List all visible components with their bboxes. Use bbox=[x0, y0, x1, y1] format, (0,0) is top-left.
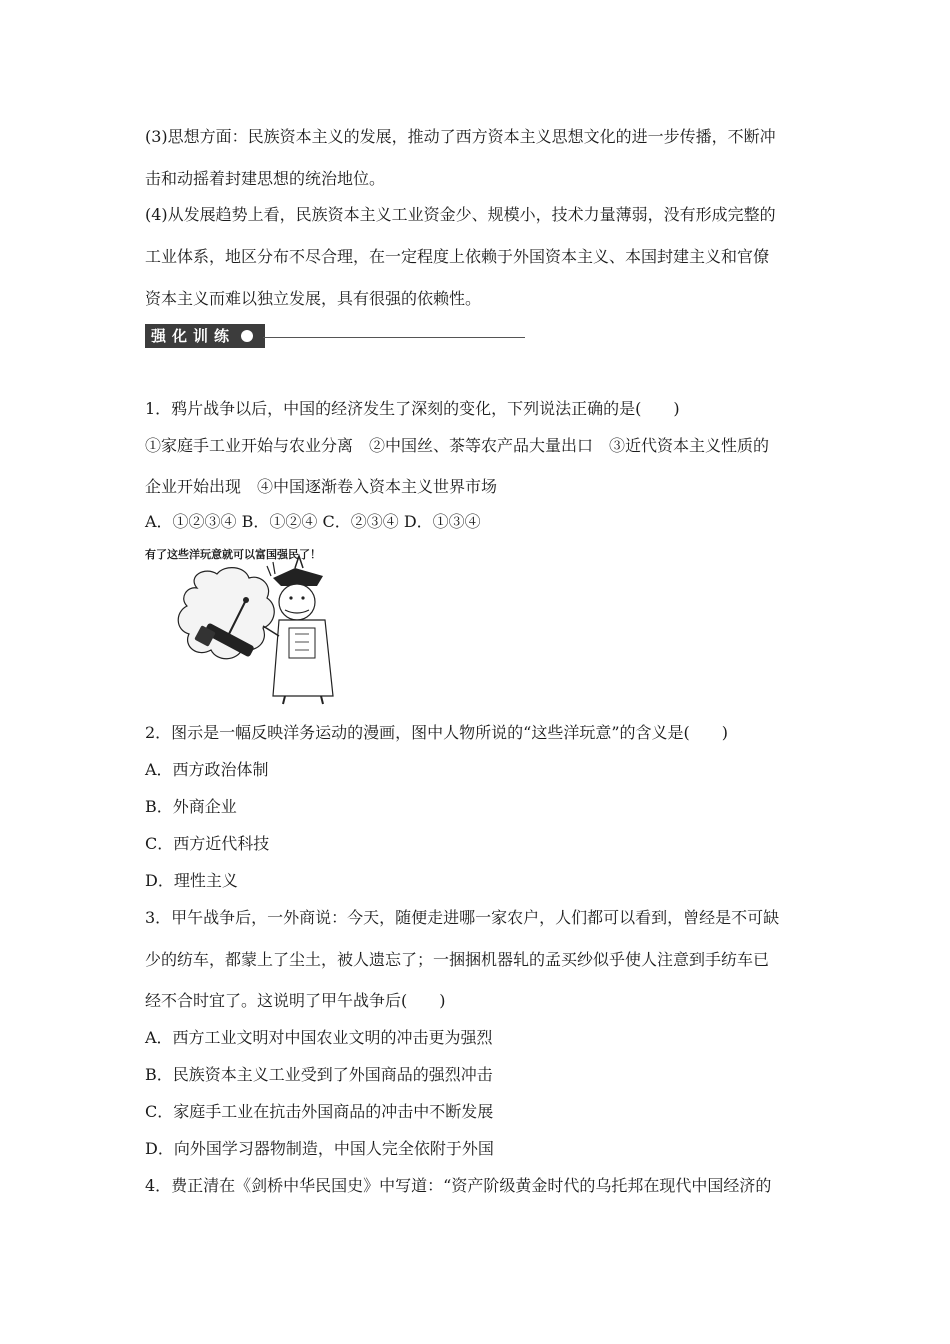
banner-divider bbox=[263, 337, 525, 338]
question-1-statements-line-2: 企业开始出现 ④中国逐渐卷入资本主义世界市场 bbox=[145, 477, 498, 496]
cartoon-caption: 有了这些洋玩意就可以富国强民了！ bbox=[145, 548, 321, 561]
question-1-statements-line-1: ①家庭手工业开始与农业分离 ②中国丝、茶等农产品大量出口 ③近代资本主义性质的 bbox=[145, 436, 770, 455]
question-3-stem-line-3: 经不合时宜了。这说明了甲午战争后( ) bbox=[145, 991, 446, 1010]
question-4-stem-line-1: 4．费正清在《剑桥中华民国史》中写道：“资产阶级黄金时代的乌托邦在现代中国经济的 bbox=[145, 1176, 772, 1195]
question-2-option-b: B．外商企业 bbox=[145, 797, 237, 816]
question-1-stem: 1．鸦片战争以后，中国的经济发生了深刻的变化，下列说法正确的是( ) bbox=[145, 399, 680, 418]
summary-point-4-line-1: (4)从发展趋势上看，民族资本主义工业资金少、规模小，技术力量薄弱，没有形成完整的 bbox=[145, 205, 776, 224]
question-1-options: A．①②③④ B．①②④ C．②③④ D．①③④ bbox=[145, 512, 481, 531]
question-3-stem-line-2: 少的纺车，都蒙上了尘土，被人遗忘了；一捆捆机器轧的孟买纱似乎使人注意到手纺车已 bbox=[145, 950, 770, 969]
summary-point-3-line-2: 击和动摇着封建思想的统治地位。 bbox=[145, 169, 386, 188]
question-2-stem: 2．图示是一幅反映洋务运动的漫画，图中人物所说的“这些洋玩意”的含义是( ) bbox=[145, 723, 729, 742]
question-3-option-a: A．西方工业文明对中国农业文明的冲击更为强烈 bbox=[145, 1028, 493, 1047]
summary-point-3-line-1: (3)思想方面：民族资本主义的发展，推动了西方资本主义思想文化的进一步传播，不断冲 bbox=[145, 127, 776, 146]
summary-point-4-line-3: 资本主义而难以独立发展，具有很强的依赖性。 bbox=[145, 289, 482, 308]
cartoon-illustration bbox=[145, 546, 355, 706]
banner-dot-icon bbox=[241, 330, 253, 342]
question-3-option-c: C．家庭手工业在抗击外国商品的冲击中不断发展 bbox=[145, 1102, 494, 1121]
summary-point-4-line-2: 工业体系，地区分布不尽合理，在一定程度上依赖于外国资本主义、本国封建主义和官僚 bbox=[145, 247, 770, 266]
official-with-gadget-icon bbox=[145, 546, 355, 706]
section-banner bbox=[145, 324, 525, 348]
section-banner-label: 强化训练 bbox=[145, 324, 265, 348]
question-2-option-c: C．西方近代科技 bbox=[145, 834, 270, 853]
question-3-option-b: B．民族资本主义工业受到了外国商品的强烈冲击 bbox=[145, 1065, 493, 1084]
question-3-stem-line-1: 3．甲午战争后，一外商说：今天，随便走进哪一家农户，人们都可以看到，曾经是不可缺 bbox=[145, 908, 780, 927]
question-3-option-d: D．向外国学习器物制造，中国人完全依附于外国 bbox=[145, 1139, 494, 1158]
question-2-option-a: A．西方政治体制 bbox=[145, 760, 269, 779]
question-2-option-d: D．理性主义 bbox=[145, 871, 238, 890]
